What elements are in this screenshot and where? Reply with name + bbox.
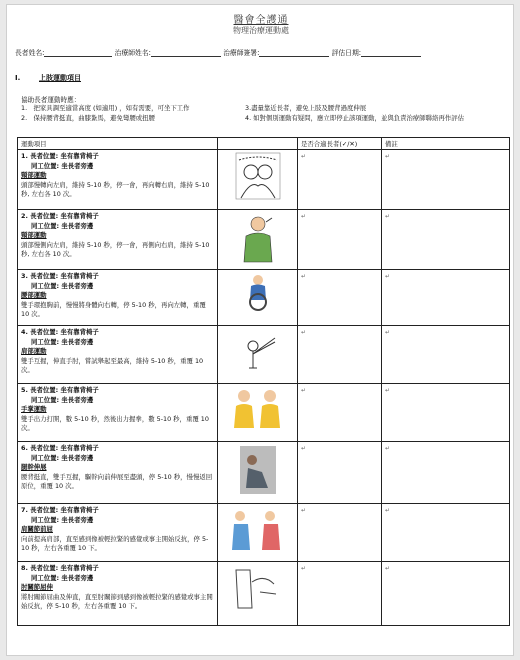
suitability-cell[interactable]	[298, 270, 382, 326]
cell-marker: ↵	[301, 507, 307, 514]
elder-position: 長者位置: 坐有靠背椅子	[30, 272, 99, 280]
exercise-name: 頸部運動	[21, 231, 47, 240]
exercise-number: 8.	[21, 564, 28, 572]
section-number: I.	[15, 74, 21, 82]
exercise-cell	[18, 442, 218, 504]
exercise-number: 6.	[21, 444, 28, 452]
exercise-image-cell	[218, 384, 298, 442]
patient-name-label: 長者姓名:	[15, 49, 45, 57]
remarks-cell[interactable]	[382, 326, 510, 384]
exercise-image-cell	[218, 210, 298, 270]
worker-position: 同工位置: 坐長者旁邊	[31, 453, 94, 462]
exercise-cell	[18, 384, 218, 442]
exercise-description: 雙手互握，伸直手肘，嘗試舉起至最高，維持 5-10 秒，重覆 10 次。	[21, 356, 204, 375]
exercise-table	[17, 137, 510, 626]
header-exercise: 運動項目	[18, 138, 218, 150]
therapist-name-field[interactable]	[151, 48, 221, 57]
exercise-name: 肩部運動	[21, 347, 47, 356]
section-heading	[15, 73, 81, 83]
exercise-number: 1.	[21, 152, 28, 160]
elder-position: 長者位置: 坐有靠背椅子	[30, 328, 99, 336]
therapist-name-label: 治療師姓名:	[114, 49, 151, 57]
suitability-cell[interactable]	[298, 210, 382, 270]
exercise-name: 肩關節前屈	[21, 525, 53, 534]
worker-position: 同工位置: 坐長者旁邊	[31, 395, 94, 404]
cell-marker: ↵	[301, 445, 307, 452]
therapist-signature-label: 治療師簽署:	[223, 49, 260, 57]
cell-marker: ↵	[385, 387, 391, 394]
exercise-name: 腰部運動	[21, 291, 47, 300]
assessment-date-field[interactable]	[361, 48, 421, 57]
exercise-image-cell	[218, 150, 298, 210]
section-title: 上肢運動項目	[39, 74, 81, 82]
note-3: 3.盡量靠近長者，避免上肢及腰背過度伸展	[245, 104, 367, 112]
exercise-cell	[18, 150, 218, 210]
table-row	[18, 326, 510, 384]
elder-position: 長者位置: 坐有靠背椅子	[30, 212, 99, 220]
elder-position: 長者位置: 坐有靠背椅子	[30, 444, 99, 452]
exercise-number: 2.	[21, 212, 28, 220]
header-suitable: 是否合適長者(✓/✕)	[298, 138, 382, 150]
hand-open-close-illustration	[230, 386, 286, 430]
remarks-cell[interactable]	[382, 270, 510, 326]
exercise-description: 向前提高肩部，直至感到像被輕拉緊的感覺或事主開始反抗，停 5-10 秒，左右各重覆 10 下。	[21, 534, 209, 553]
table-row	[18, 562, 510, 626]
exercise-number: 5.	[21, 386, 28, 394]
exercise-image-cell	[218, 562, 298, 626]
cell-marker: ↵	[385, 153, 391, 160]
document-title: 醫會全護通	[233, 15, 289, 26]
trunk-stretch-photo	[238, 444, 278, 496]
note-1: 1. 把家具調至適當高度 (如適用) ，如有需要，可坐下工作	[21, 104, 190, 112]
table-row	[18, 270, 510, 326]
suitability-cell[interactable]	[298, 150, 382, 210]
exercise-image-cell	[218, 270, 298, 326]
exercise-description: 將肘關節屈曲及伸直，直至肘關節到感到像被輕拉緊的感覺或事主開始反抗，停 5-10 秒，左右各重覆 10 下。	[21, 592, 213, 611]
cell-marker: ↵	[385, 273, 391, 280]
exercise-number: 3.	[21, 272, 28, 280]
patient-name-field[interactable]	[44, 48, 112, 57]
cell-marker: ↵	[301, 213, 307, 220]
exercise-image-cell	[218, 326, 298, 384]
suitability-cell[interactable]	[298, 442, 382, 504]
header-image	[218, 138, 298, 150]
exercise-number: 7.	[21, 506, 28, 514]
exercise-cell	[18, 504, 218, 562]
cell-marker: ↵	[385, 213, 391, 220]
note-2: 2. 保持腰背挺直，曲膝紮馬，避免彎腰或扭腰	[21, 113, 155, 122]
exercise-description: 雙手環抱胸前，慢慢將身體向右轉，停 5-10 秒，再向左轉，重覆 10 次。	[21, 300, 206, 319]
suitability-cell[interactable]	[298, 504, 382, 562]
exercise-number: 4.	[21, 328, 28, 336]
intro-text: 協助長者運動時應：	[21, 96, 81, 104]
cell-marker: ↵	[385, 329, 391, 336]
remarks-cell[interactable]	[382, 210, 510, 270]
remarks-cell[interactable]	[382, 562, 510, 626]
cell-marker: ↵	[385, 565, 391, 572]
worker-position: 同工位置: 坐長者旁邊	[31, 161, 94, 170]
exercise-cell	[18, 210, 218, 270]
remarks-cell[interactable]	[382, 150, 510, 210]
elder-position: 長者位置: 坐有靠背椅子	[30, 506, 99, 514]
worker-position: 同工位置: 坐長者旁邊	[31, 515, 94, 524]
table-row	[18, 150, 510, 210]
worker-position: 同工位置: 坐長者旁邊	[31, 221, 94, 230]
neck-side-bend-illustration	[238, 212, 278, 264]
exercise-cell	[18, 270, 218, 326]
exercise-cell	[18, 326, 218, 384]
waist-twist-illustration	[240, 272, 276, 312]
exercise-name: 手掌運動	[21, 405, 47, 414]
exercise-image-cell	[218, 504, 298, 562]
exercise-description: 頭部慢側向左肩，維持 5-10 秒，停一會，再側向右肩，維持 5-10 秒, 左右各 10 次。	[21, 240, 210, 259]
table-header-row	[18, 138, 510, 150]
cell-marker: ↵	[301, 329, 307, 336]
exercise-name: 頸部運動	[21, 171, 47, 180]
note-4: 4. 如對個別運動有疑問，應立即停止該項運動，並與負責治療師聯絡再作評估	[245, 113, 465, 122]
table-row	[18, 504, 510, 562]
assessment-date-label: 評估日期:	[331, 49, 362, 57]
suitability-cell[interactable]	[298, 562, 382, 626]
suitability-cell[interactable]	[298, 326, 382, 384]
cell-marker: ↵	[301, 565, 307, 572]
table-row	[18, 442, 510, 504]
exercise-image-cell	[218, 442, 298, 504]
remarks-cell[interactable]	[382, 442, 510, 504]
patient-info-line	[15, 47, 511, 57]
suitability-cell[interactable]	[298, 384, 382, 442]
document-page	[6, 4, 514, 656]
exercise-description: 腰背挺直，雙手互握，驅幹向前伸展至盡頭，停 5-10 秒，慢慢返回原位，重覆 10 次。	[21, 472, 213, 491]
therapist-signature-field[interactable]	[259, 48, 329, 57]
worker-position: 同工位置: 坐長者旁邊	[31, 281, 94, 290]
cell-marker: ↵	[385, 445, 391, 452]
exercise-cell	[18, 562, 218, 626]
exercise-description: 頭部慢轉向左肩，維持 5-10 秒，停一會，再向轉右肩，維持 5-10 秒, 左右各 10 次。	[21, 180, 210, 199]
document-subtitle: 物理治療運動處	[233, 26, 289, 35]
worker-position: 同工位置: 坐長者旁邊	[31, 573, 94, 582]
elder-position: 長者位置: 坐有靠背椅子	[30, 152, 99, 160]
table-row	[18, 210, 510, 270]
elbow-flexion-illustration	[230, 564, 286, 616]
shoulder-flexion-illustration	[228, 506, 288, 552]
exercise-name: 肘關節屈伸	[21, 583, 53, 592]
table-row	[18, 384, 510, 442]
notes-block	[21, 104, 511, 123]
shoulder-raise-illustration	[235, 328, 281, 374]
neck-rotation-illustration	[235, 152, 281, 200]
cell-marker: ↵	[385, 507, 391, 514]
worker-position: 同工位置: 坐長者旁邊	[31, 337, 94, 346]
exercise-description: 雙手出力打開，數 5-10 秒，然後出力握拳，數 5-10 秒，重覆 10 次。	[21, 414, 209, 433]
exercise-name: 腿幹伸展	[21, 463, 47, 472]
cell-marker: ↵	[301, 153, 307, 160]
elder-position: 長者位置: 坐有靠背椅子	[30, 564, 99, 572]
remarks-cell[interactable]	[382, 384, 510, 442]
cell-marker: ↵	[301, 387, 307, 394]
elder-position: 長者位置: 坐有靠背椅子	[30, 386, 99, 394]
cell-marker: ↵	[301, 273, 307, 280]
remarks-cell[interactable]	[382, 504, 510, 562]
header-remarks: 備註	[382, 138, 510, 150]
